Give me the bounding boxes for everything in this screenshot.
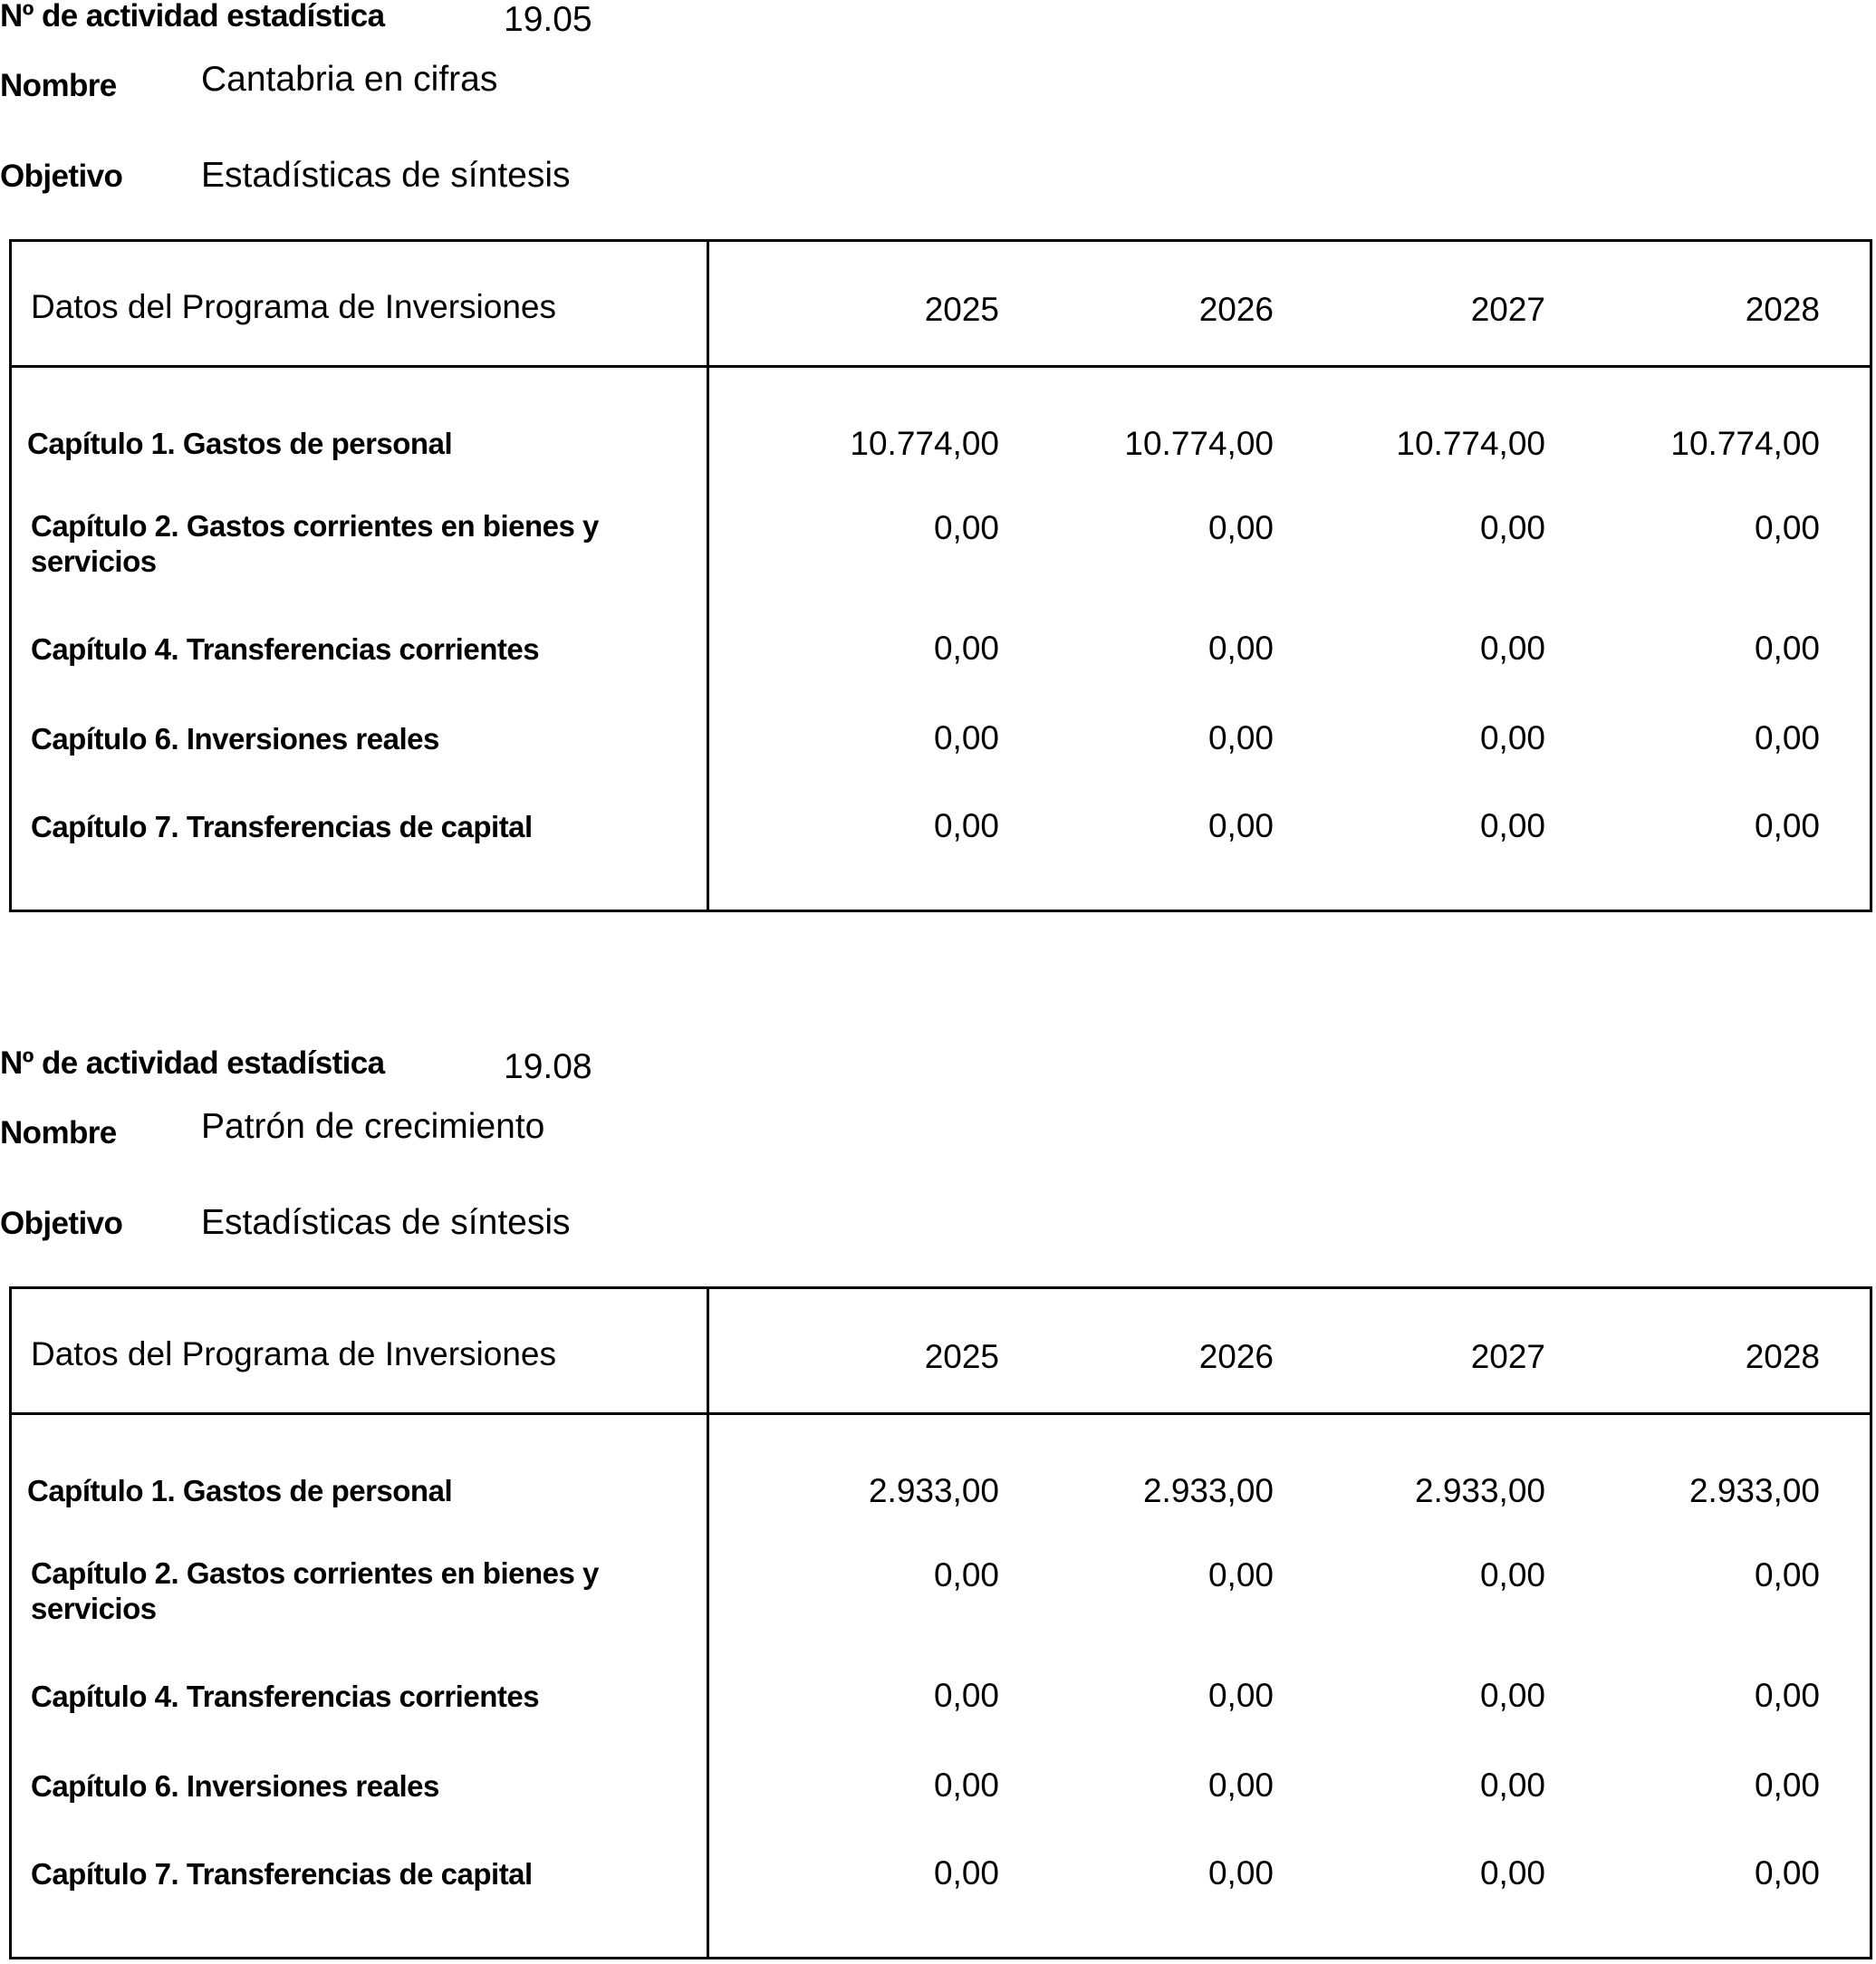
table-cell-value: 0,00 <box>1207 807 1274 844</box>
table-cell-value: 10.774,00 <box>850 425 999 462</box>
table-row-label: Capítulo 2. Gastos corrientes en bienes y servicios <box>31 509 599 578</box>
table-cell-value: 0,00 <box>1754 1677 1820 1714</box>
year-header: 2025 <box>924 1338 999 1375</box>
table-row-label: Capítulo 6. Inversiones reales <box>31 722 439 756</box>
table-cell-value: 2.933,00 <box>1414 1472 1545 1509</box>
table-row-label: Capítulo 7. Transferencias de capital <box>31 1857 533 1891</box>
table-cell-value: 0,00 <box>933 1767 999 1804</box>
table-cell-value: 0,00 <box>1207 630 1274 667</box>
table-cell-value: 2.933,00 <box>1688 1472 1820 1509</box>
table-cell-value: 0,00 <box>1754 1767 1820 1804</box>
table-cell-value: 0,00 <box>1479 630 1545 667</box>
table-cell-value: 0,00 <box>1479 807 1545 844</box>
header-divider <box>12 1412 1870 1415</box>
table-row-label: Capítulo 6. Inversiones reales <box>31 1769 439 1803</box>
table-cell-value: 0,00 <box>1754 509 1820 546</box>
investment-table <box>9 1286 1872 1959</box>
table-row-label: Capítulo 2. Gastos corrientes en bienes y servicios <box>31 1556 599 1625</box>
table-cell-value: 0,00 <box>933 807 999 844</box>
table-row-label: Capítulo 1. Gastos de personal <box>27 1474 453 1507</box>
table-cell-value: 0,00 <box>933 719 999 756</box>
table-cell-value: 0,00 <box>1479 1556 1545 1593</box>
year-header: 2026 <box>1198 1338 1274 1375</box>
activity-section <box>0 0 1876 915</box>
name-value: Cantabria en cifras <box>201 60 498 99</box>
table-cell-value: 0,00 <box>933 1556 999 1593</box>
year-header: 2027 <box>1470 1338 1545 1375</box>
table-cell-value: 0,00 <box>1207 1677 1274 1714</box>
column-divider <box>707 1289 709 1957</box>
table-row-label: Capítulo 7. Transferencias de capital <box>31 810 533 843</box>
activity-number-value: 19.08 <box>504 1047 592 1086</box>
table-cell-value: 0,00 <box>933 630 999 667</box>
objective-label: Objetivo <box>0 1206 123 1241</box>
table-header-label: Datos del Programa de Inversiones <box>31 288 556 325</box>
header-divider <box>12 365 1870 368</box>
name-label: Nombre <box>0 1115 117 1150</box>
table-header-label: Datos del Programa de Inversiones <box>31 1335 556 1372</box>
name-label: Nombre <box>0 68 117 103</box>
table-cell-value: 0,00 <box>933 1854 999 1892</box>
table-cell-value: 0,00 <box>1479 509 1545 546</box>
investment-table <box>9 239 1872 912</box>
table-cell-value: 10.774,00 <box>1124 425 1274 462</box>
activity-number-value: 19.05 <box>504 0 592 39</box>
table-cell-value: 0,00 <box>1479 1854 1545 1892</box>
table-cell-value: 0,00 <box>1479 1677 1545 1714</box>
table-cell-value: 0,00 <box>1207 1767 1274 1804</box>
table-row-label: Capítulo 4. Transferencias corrientes <box>31 632 540 666</box>
year-header: 2026 <box>1198 291 1274 328</box>
table-cell-value: 0,00 <box>1207 509 1274 546</box>
objective-value: Estadísticas de síntesis <box>201 1203 571 1242</box>
objective-value: Estadísticas de síntesis <box>201 156 571 195</box>
table-row-label: Capítulo 4. Transferencias corrientes <box>31 1680 540 1713</box>
table-cell-value: 0,00 <box>1754 719 1820 756</box>
table-cell-value: 0,00 <box>1754 807 1820 844</box>
table-cell-value: 2.933,00 <box>868 1472 999 1509</box>
year-header: 2028 <box>1745 291 1820 328</box>
table-row-label: Capítulo 1. Gastos de personal <box>27 427 453 460</box>
year-header: 2028 <box>1745 1338 1820 1375</box>
activity-number-label: Nº de actividad estadística <box>0 0 385 34</box>
table-cell-value: 0,00 <box>1754 630 1820 667</box>
activity-section <box>0 1047 1876 1962</box>
table-cell-value: 10.774,00 <box>1396 425 1545 462</box>
table-cell-value: 0,00 <box>1754 1556 1820 1593</box>
objective-label: Objetivo <box>0 159 123 194</box>
table-cell-value: 10.774,00 <box>1670 425 1820 462</box>
year-header: 2025 <box>924 291 999 328</box>
column-divider <box>707 242 709 910</box>
table-cell-value: 0,00 <box>1207 1854 1274 1892</box>
activity-number-label: Nº de actividad estadística <box>0 1045 385 1081</box>
table-cell-value: 0,00 <box>933 509 999 546</box>
table-cell-value: 0,00 <box>1207 1556 1274 1593</box>
table-cell-value: 0,00 <box>1479 719 1545 756</box>
table-cell-value: 2.933,00 <box>1142 1472 1274 1509</box>
table-cell-value: 0,00 <box>1479 1767 1545 1804</box>
table-cell-value: 0,00 <box>1754 1854 1820 1892</box>
table-cell-value: 0,00 <box>1207 719 1274 756</box>
table-cell-value: 0,00 <box>933 1677 999 1714</box>
year-header: 2027 <box>1470 291 1545 328</box>
name-value: Patrón de crecimiento <box>201 1107 545 1146</box>
